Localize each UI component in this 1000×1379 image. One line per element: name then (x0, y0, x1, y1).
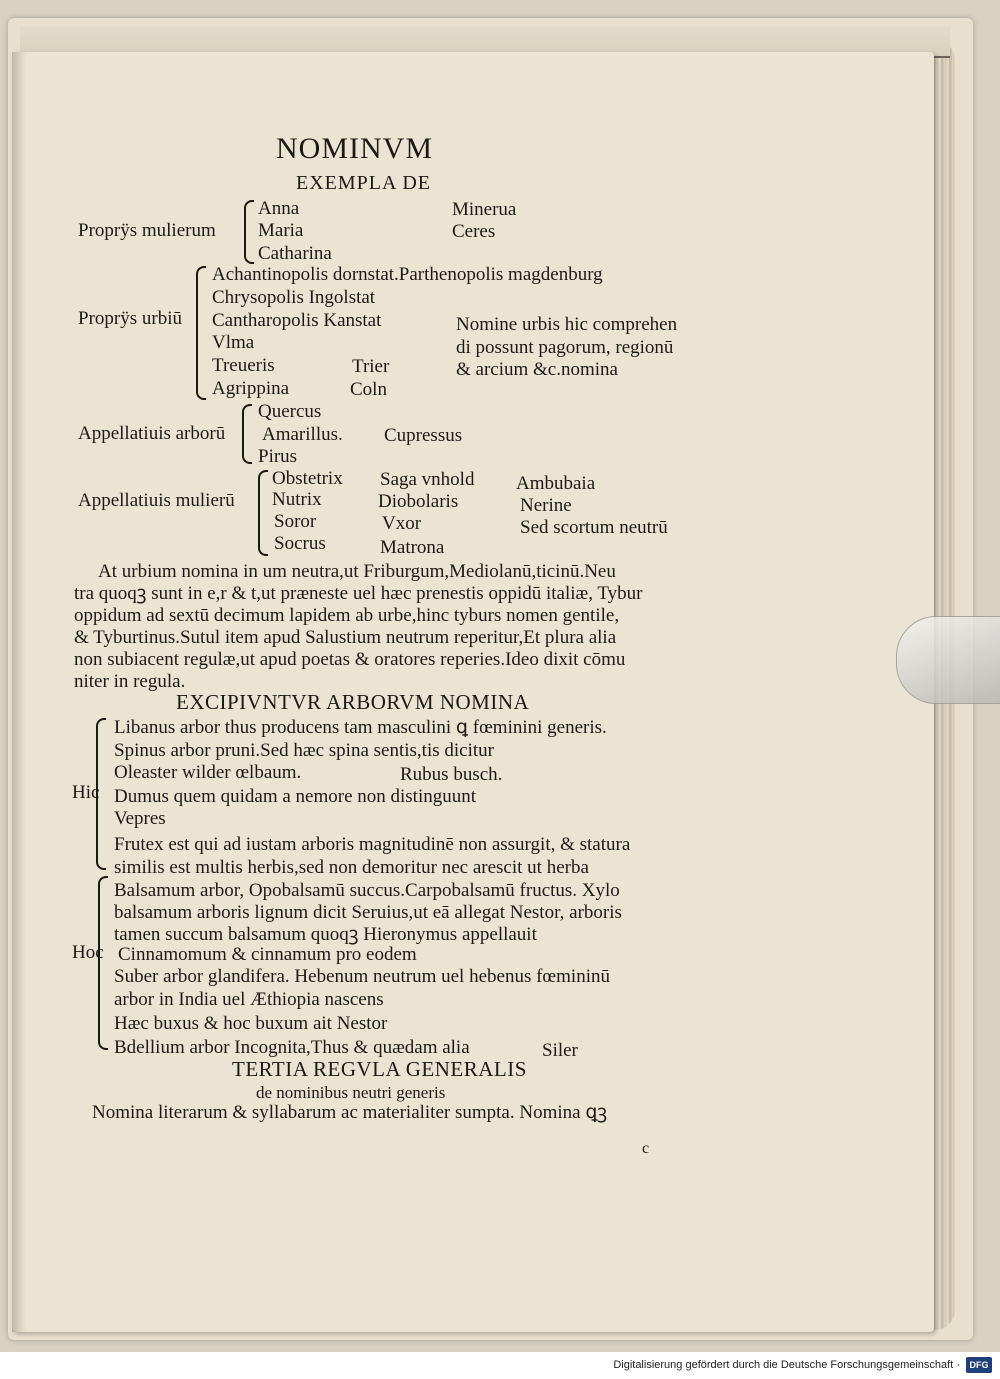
page-title: NOMINVM (276, 132, 433, 165)
example-word: Vxor (382, 513, 422, 534)
example-word: Saga vnhold (380, 469, 475, 490)
spine-shadow (12, 52, 26, 1332)
exception-line: Siler (542, 1040, 578, 1061)
example-word: Maria (258, 220, 304, 241)
section-heading: TERTIA REGVLA GENERALIS (232, 1057, 527, 1081)
example-word: Obstetrix (272, 468, 343, 489)
exception-line: Suber arbor glandifera. Hebenum neutrum uel hebenus fœmininū (114, 966, 610, 987)
exception-line: Cinnamomum & cinnamum pro eodem (118, 944, 417, 965)
brace (196, 266, 206, 400)
example-word: Cupressus (384, 425, 463, 446)
example-word: Nutrix (272, 489, 322, 510)
example-line: Cantharopolis Kanstat (212, 310, 382, 331)
example-line: Agrippina (212, 378, 290, 399)
brace (242, 404, 252, 464)
page-subtitle: EXEMPLA DE (296, 172, 431, 194)
example-word: Soror (274, 511, 317, 532)
example-word: Nerine (520, 495, 572, 516)
exception-line: tamen succum balsamum quoqꝫ Hieronymus appellauit (114, 924, 537, 945)
exception-line: Spinus arbor pruni.Sed hæc spina sentis,tis dicitur (114, 740, 494, 761)
german-name: Coln (350, 379, 387, 400)
exception-line: arbor in India uel Æthiopia nascens (114, 989, 384, 1010)
example-word: Ceres (452, 221, 496, 242)
dfg-logo: DFG (966, 1357, 992, 1373)
rule-line: Nomina literarum & syllabarum ac materialiter sumpta. Nomina ꝗꝫ (92, 1102, 608, 1123)
appellatiua-arborum-label: Appellatiuis arborū (78, 423, 226, 444)
paragraph-line: niter in regula. (74, 671, 186, 692)
exception-line: Bdellium arbor Incognita,Thus & quædam alia (114, 1037, 470, 1058)
example-line: Chrysopolis Ingolstat (212, 287, 376, 308)
example-word: Catharina (258, 243, 332, 264)
brace (244, 200, 254, 264)
exception-line: Oleaster wilder œlbaum. (114, 762, 302, 783)
appellatiua-mulierum-label: Appellatiuis mulierū (78, 490, 235, 511)
margin-note: & arcium &c.nomina (456, 359, 618, 380)
exception-line: Libanus arbor thus producens tam masculini ꝗ fœminini generis. (114, 717, 607, 738)
propria-mulierum-label: Proprÿs mulierum (78, 220, 216, 241)
exception-line: balsamum arboris lignum dicit Seruius,ut eā allegat Nestor, arboris (114, 902, 622, 923)
paragraph-line: non subiacent regulæ,ut apud poetas & oratores reperies.Ideo dixit cōmu (74, 649, 626, 670)
paragraph-line: At urbium nomina in um neutra,ut Friburgum,Mediolanū,ticinū.Neu (98, 561, 616, 582)
exception-line: Balsamum arbor, Opobalsamū succus.Carpobalsamū fructus. Xylo (114, 880, 620, 901)
signature-mark: c (642, 1140, 650, 1157)
example-word: Socrus (274, 533, 326, 554)
hoc-label: Hoc (72, 942, 104, 963)
footer-credit: Digitalisierung gefördert durch die Deutsche Forschungsgemeinschaft · (613, 1359, 960, 1371)
paragraph-line: & Tyburtinus.Sutul item apud Salustium neutrum reperitur,Et plura alia (74, 627, 617, 648)
example-word: Amarillus. (262, 424, 343, 445)
example-line: Treueris (212, 355, 275, 376)
exception-line: similis est multis herbis,sed non demoritur nec arescit ut herba (114, 857, 589, 878)
section-subheading: de nominibus neutri generis (256, 1083, 446, 1102)
section-heading: EXCIPIVNTVR ARBORVM NOMINA (176, 690, 530, 714)
exception-line: Dumus quem quidam a nemore non distinguunt (114, 786, 477, 807)
example-word: Ambubaia (516, 473, 596, 494)
german-name: Trier (352, 356, 390, 377)
paragraph-line: oppidum ad sextū decimum lapidem ab urbe,hinc tyburs nomen gentile, (74, 605, 620, 626)
example-line: Vlma (212, 332, 255, 353)
example-word: Minerua (452, 199, 517, 220)
example-word: Sed scortum neutrū (520, 517, 668, 538)
example-word: Matrona (380, 537, 445, 558)
footer-bar (0, 1352, 1000, 1379)
margin-note: Nomine urbis hic comprehen (456, 314, 678, 335)
exception-line: Frutex est qui ad iustam arboris magnitudinē non assurgit, & statura (114, 834, 631, 855)
hic-label: Hic (72, 782, 100, 803)
example-word: Diobolaris (378, 491, 459, 512)
example-line: Achantinopolis dornstat.Parthenopolis magdenburg (212, 264, 603, 285)
propria-urbium-label: Proprÿs urbiū (78, 308, 182, 329)
margin-note: di possunt pagorum, regionū (456, 337, 674, 358)
exception-line: Hæc buxus & hoc buxum ait Nestor (114, 1013, 388, 1034)
example-word: Pirus (258, 446, 298, 467)
exception-line: Rubus busch. (400, 764, 503, 785)
page-clip (896, 616, 1000, 704)
exception-line: Vepres (114, 808, 166, 829)
example-word: Quercus (258, 401, 322, 422)
paragraph-line: tra quoqꝫ sunt in e,r & t,ut præneste uel hæc prenestis oppidū italiæ, Tybur (74, 583, 643, 604)
example-word: Anna (258, 198, 300, 219)
brace (258, 470, 268, 556)
